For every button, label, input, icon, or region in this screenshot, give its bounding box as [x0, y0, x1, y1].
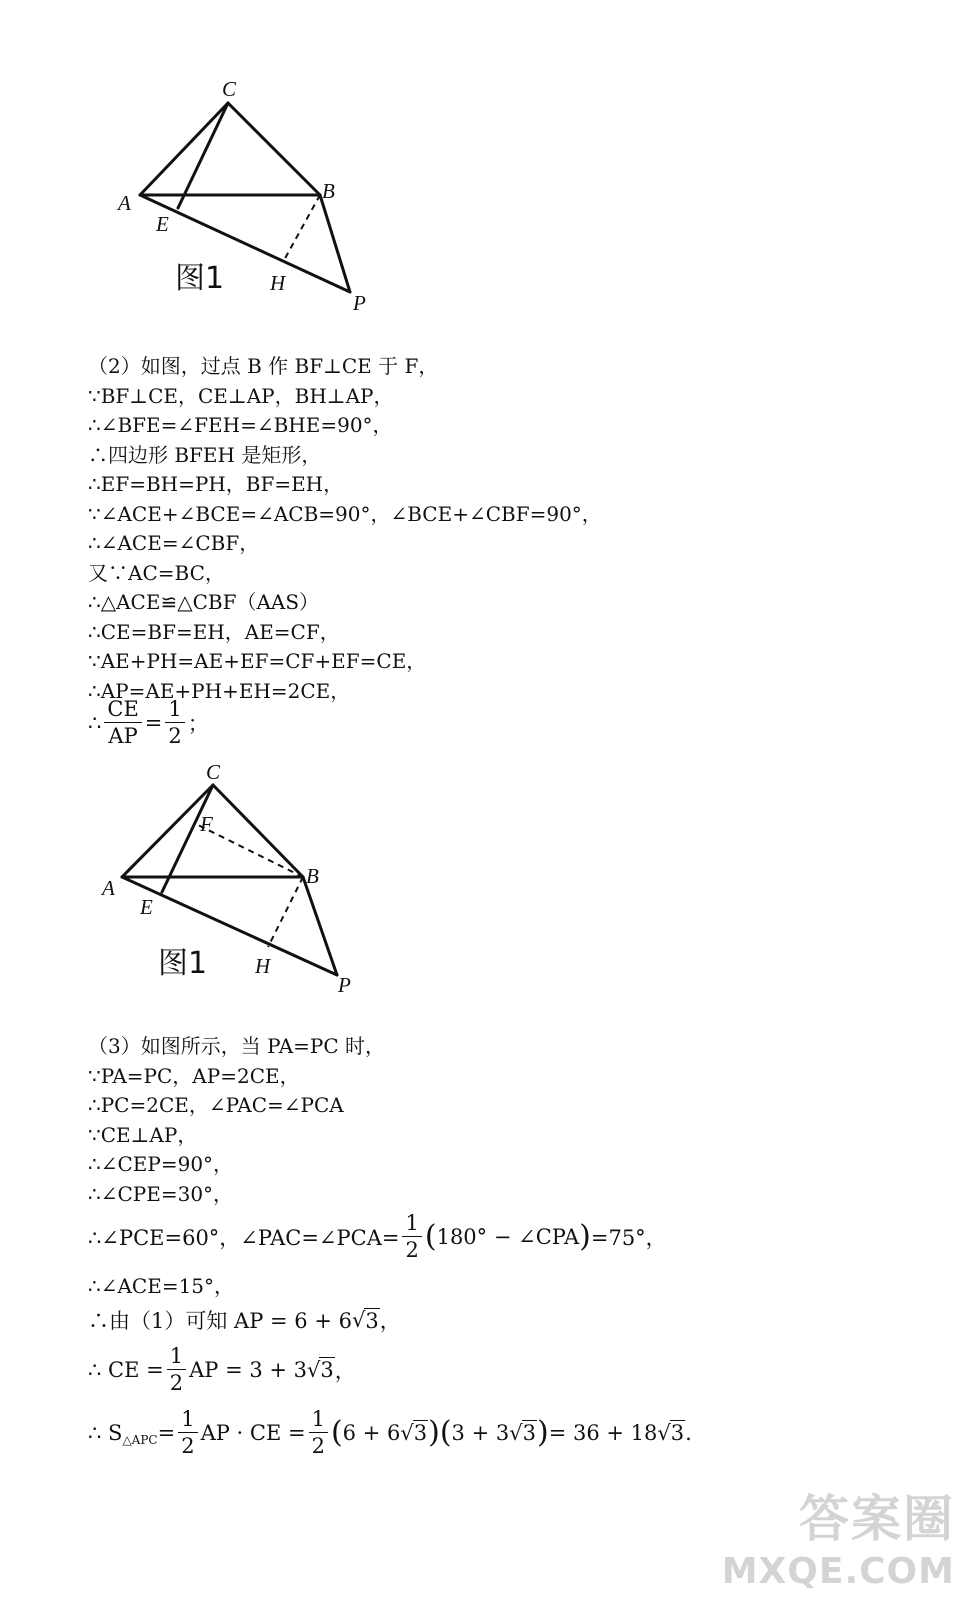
left-paren: ( — [424, 1218, 437, 1254]
fraction-one-half — [309, 1408, 328, 1457]
label-p: P — [338, 973, 351, 997]
ap-line-prefix: ∴由（1）可知 AP = 6 + 6 — [88, 1309, 352, 1333]
part-2-line: ∵BF⊥CE，CE⊥AP，BH⊥AP， — [88, 383, 394, 408]
ce-line-mid: AP = 3 + 3 — [189, 1357, 308, 1382]
segment-bh-dashed — [283, 195, 320, 262]
angle-line-inner: 180° − ∠CPA — [436, 1224, 580, 1249]
therefore-symbol: ∴ — [88, 710, 102, 735]
fraction-numerator: 1 — [309, 1408, 328, 1433]
part-3-solution — [88, 1032, 385, 1209]
area-result: = 36 + 18 — [548, 1420, 658, 1445]
segment-ap — [140, 195, 350, 292]
part-2-line: （2）如图，过点 B 作 BF⊥CE 于 F， — [88, 354, 439, 378]
fraction-numerator: 1 — [167, 1345, 186, 1370]
segment-ac — [140, 103, 228, 195]
left-paren: ( — [439, 1414, 452, 1450]
part-3-line: ∵CE⊥AP， — [88, 1122, 198, 1147]
area-prefix: ∴ S — [88, 1420, 123, 1445]
left-paren: ( — [330, 1414, 343, 1450]
label-b: B — [306, 864, 319, 888]
sqrt-radicand: 3 — [522, 1421, 536, 1446]
paren-1-text: 6 + 6 — [342, 1420, 401, 1445]
equals-sign: = — [144, 710, 163, 735]
figure-2 — [0, 755, 420, 1005]
fraction-one-half — [167, 1345, 186, 1394]
part-2-solution — [88, 352, 602, 706]
equals-sign: = — [157, 1420, 176, 1445]
segment-ap — [122, 877, 337, 975]
segment-ce — [178, 103, 228, 208]
sqrt-symbol: √ — [657, 1420, 671, 1445]
part-2-line: ∴CE=BF=EH，AE=CF， — [88, 619, 340, 644]
part-2-line: ∴四边形 BFEH 是矩形， — [88, 442, 322, 467]
paren-2-text: 3 + 3 — [451, 1420, 510, 1445]
figure-2-caption: 图1 — [158, 946, 208, 981]
segment-bp — [320, 195, 350, 292]
label-h: H — [270, 271, 286, 295]
sqrt-radicand: 3 — [320, 1358, 334, 1383]
label-e: E — [140, 895, 153, 919]
segment-cb — [213, 785, 303, 877]
part-2-result-line — [88, 698, 209, 747]
part-2-line: ∴∠ACE=∠CBF， — [88, 531, 260, 555]
fraction-denominator: 2 — [169, 1371, 184, 1396]
sqrt-symbol: √ — [509, 1420, 523, 1445]
part-3-angle-line — [88, 1212, 667, 1261]
area-suffix: . — [685, 1420, 692, 1445]
part-3-line: ∴∠CPE=30°， — [88, 1181, 234, 1206]
ce-line-prefix: ∴ CE = — [88, 1357, 164, 1382]
fraction-denominator: 2 — [181, 1434, 195, 1459]
watermark — [722, 1479, 955, 1592]
sqrt-radicand: 3 — [365, 1308, 379, 1333]
figure-1-diagram — [0, 70, 420, 330]
fraction-ce-over-ap — [104, 698, 141, 747]
part-2-line: ∵∠ACE+∠BCE=∠ACB=90°，∠BCE+∠CBF=90°， — [88, 501, 602, 526]
label-a: A — [102, 876, 115, 900]
part-2-line: ∴∠BFE=∠FEH=∠BHE=90°， — [88, 413, 393, 437]
part-3-ace-line-wrap — [88, 1272, 234, 1302]
right-paren: ) — [536, 1414, 549, 1450]
angle-line-prefix: ∴∠PCE=60°，∠PAC=∠PCA= — [88, 1225, 400, 1250]
sqrt-symbol: √ — [351, 1308, 366, 1332]
part-2-line: ∵AE+PH=AE+EF=CF+EF=CE， — [88, 649, 427, 673]
part-2-line: ∴EF=BH=PH，BF=EH， — [88, 472, 344, 496]
sqrt-symbol: √ — [307, 1357, 321, 1382]
label-b: B — [322, 179, 335, 203]
label-c: C — [206, 760, 221, 784]
area-mid: AP · CE = — [200, 1420, 306, 1445]
figure-1 — [0, 70, 420, 330]
part-3-ce-line — [88, 1345, 356, 1394]
figure-2-diagram — [0, 755, 420, 1005]
part-3-ap-line — [88, 1305, 401, 1335]
watermark-domain: MXQE.COM — [721, 1551, 955, 1592]
right-paren: ) — [428, 1414, 440, 1450]
fraction-denominator: 2 — [311, 1434, 325, 1459]
label-c: C — [222, 77, 237, 101]
label-e: E — [156, 212, 169, 236]
part-3-area-line — [88, 1408, 692, 1457]
sqrt-radicand: 3 — [670, 1421, 685, 1446]
figure-1-caption: 图1 — [175, 261, 225, 296]
fraction-one-half — [402, 1212, 421, 1261]
part-2-line: ∴AP=AE+PH+EH=2CE， — [88, 678, 351, 703]
fraction-numerator: 1 — [402, 1212, 421, 1237]
area-subscript: △APC — [122, 1432, 158, 1447]
semicolon: ； — [187, 711, 209, 736]
sqrt-symbol: √ — [400, 1420, 414, 1445]
fraction-denominator: 2 — [405, 1238, 419, 1263]
fraction-denominator: AP — [108, 724, 138, 749]
label-f: F — [200, 812, 213, 836]
right-paren: ) — [579, 1218, 591, 1254]
label-a: A — [118, 191, 131, 215]
part-3-line: ∴∠CEP=90°， — [88, 1152, 234, 1176]
fraction-numerator: CE — [104, 698, 141, 723]
label-p: P — [353, 291, 366, 315]
part-3-line: ∴∠ACE=15°， — [88, 1274, 235, 1298]
fraction-numerator: 1 — [165, 698, 184, 723]
angle-line-suffix: =75°， — [590, 1225, 667, 1250]
part-2-line: 又∵AC=BC， — [88, 560, 225, 585]
sqrt-radicand: 3 — [413, 1421, 428, 1446]
watermark-title: 答案圈 — [799, 1490, 955, 1548]
fraction-one-half — [165, 698, 184, 747]
part-3-line: ∴PC=2CE，∠PAC=∠PCA — [88, 1093, 344, 1117]
segment-cb — [228, 103, 320, 195]
ap-line-suffix: ， — [379, 1309, 401, 1333]
label-h: H — [255, 954, 271, 978]
ce-line-suffix: ， — [334, 1358, 356, 1383]
part-3-line: （3）如图所示，当 PA=PC 时， — [88, 1034, 386, 1058]
part-2-line: ∴△ACE≌△CBF（AAS） — [88, 590, 320, 614]
fraction-denominator: 2 — [168, 724, 182, 749]
fraction-numerator: 1 — [178, 1408, 197, 1433]
segment-bh-dashed — [268, 877, 303, 947]
segment-bf-dashed — [198, 825, 303, 877]
part-3-line: ∵PA=PC，AP=2CE， — [88, 1063, 300, 1088]
fraction-one-half — [178, 1408, 197, 1457]
